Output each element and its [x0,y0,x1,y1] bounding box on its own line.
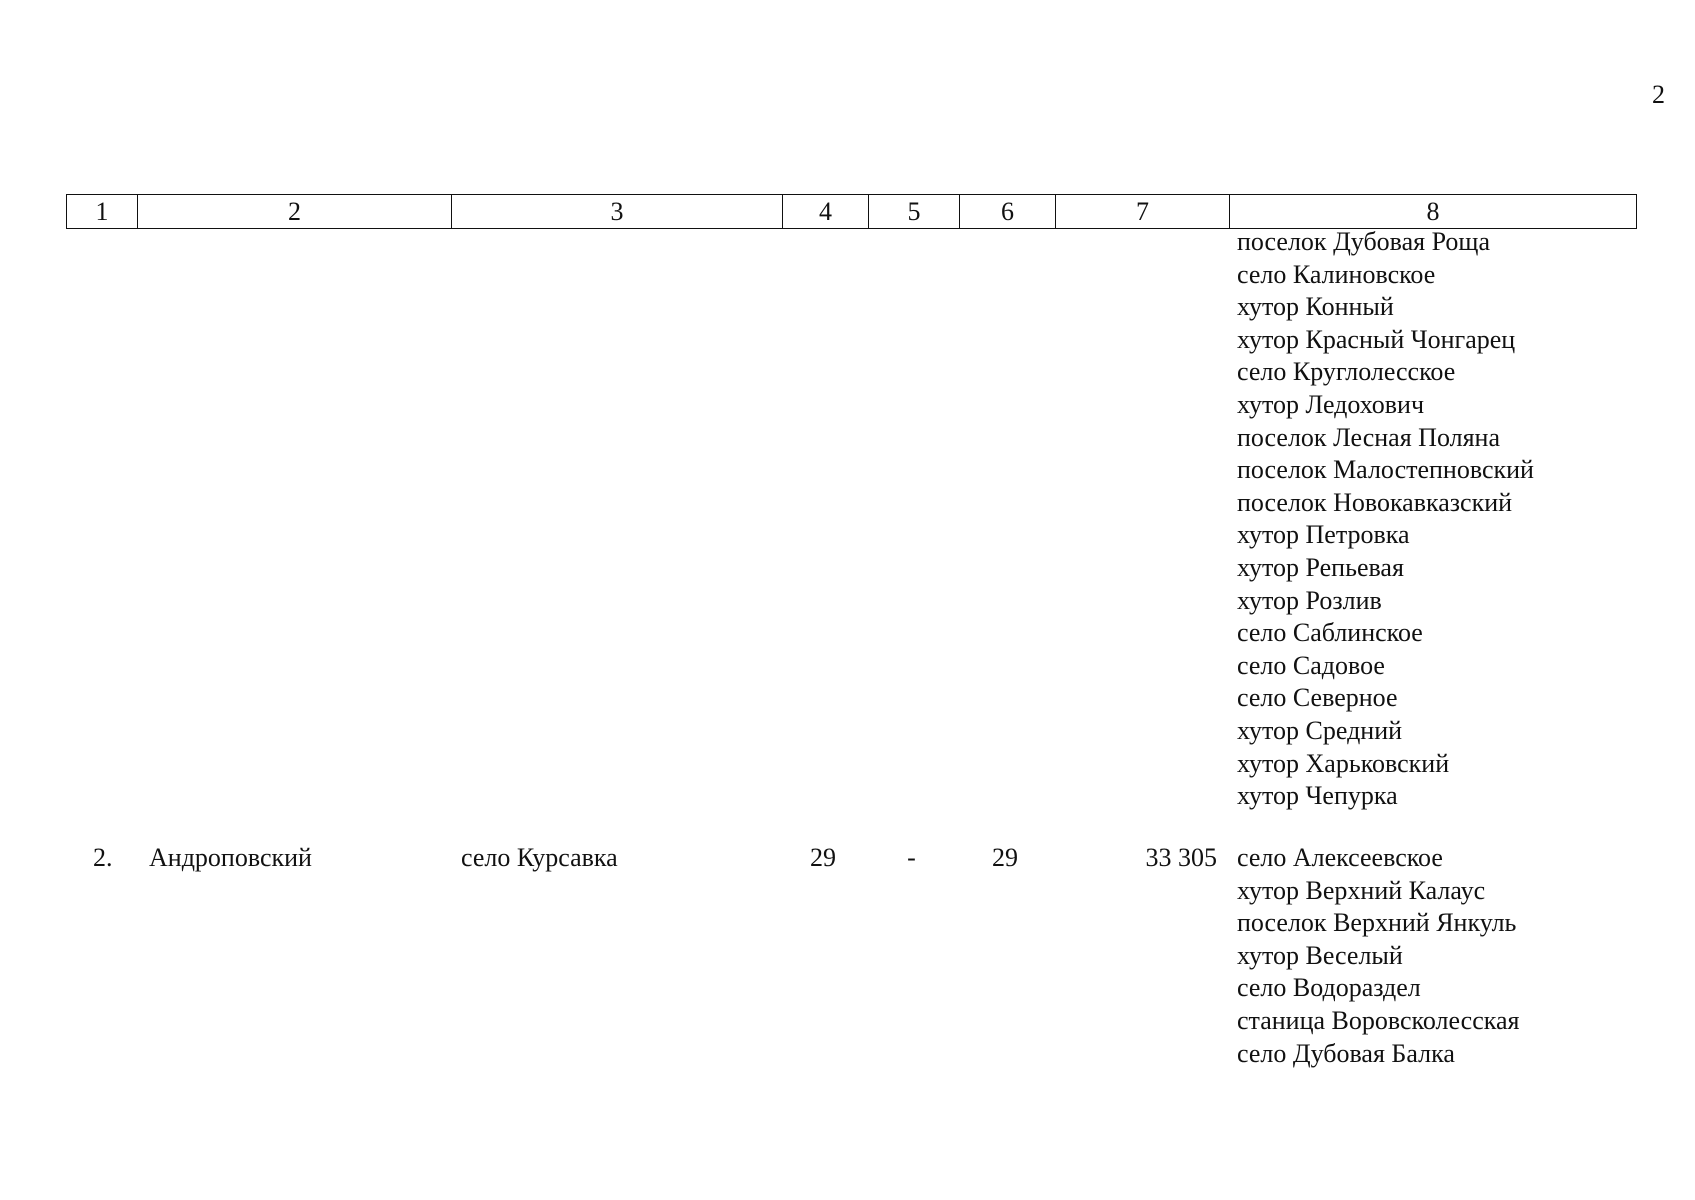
header-row [67,195,1637,229]
header-col-7: 7 [1056,195,1230,229]
population-value: 33 305 [1145,843,1217,872]
list-item: село Северное [1237,683,1398,713]
district-settlements-list [1237,842,1520,1070]
list-item: хутор Конный [1237,292,1394,322]
list-item: хутор Веселый [1237,940,1403,970]
list-item: хутор Красный Чонгарец [1237,324,1516,354]
col-6-value: 29 [992,843,1018,872]
header-col-3: 3 [452,195,783,229]
list-item: село Дубовая Балка [1237,1038,1455,1068]
page-number: 2 [1652,80,1665,109]
column-number-header [66,194,1637,229]
header-col-4: 4 [783,195,869,229]
header-col-6: 6 [960,195,1056,229]
list-item: село Круглолесское [1237,357,1456,387]
list-item: поселок Малостепновский [1237,455,1534,485]
list-item: село Водораздел [1237,973,1421,1003]
list-item: хутор Розлив [1237,585,1382,615]
list-item: поселок Верхний Янкуль [1237,908,1517,938]
list-item: поселок Лесная Поляна [1237,422,1500,452]
header-col-1: 1 [67,195,138,229]
list-item: станица Воровсколесская [1237,1005,1520,1035]
continued-settlements-list [1237,226,1534,813]
administrative-center: село Курсавка [461,843,618,872]
header-col-5: 5 [869,195,960,229]
header-col-2: 2 [138,195,452,229]
list-item: поселок Дубовая Роща [1237,227,1490,256]
list-item: хутор Петровка [1237,520,1410,550]
col-5-value: - [907,843,916,872]
list-item: село Садовое [1237,650,1385,680]
list-item: село Алексеевское [1237,843,1443,872]
list-item: хутор Харьковский [1237,748,1450,778]
list-item: село Саблинское [1237,618,1423,648]
list-item: хутор Чепурка [1237,781,1398,811]
district-name: Андроповский [149,843,312,872]
col-4-value: 29 [810,843,836,872]
list-item: хутор Ледохович [1237,389,1425,419]
list-item: поселок Новокавказский [1237,487,1513,517]
list-item: хутор Репьевая [1237,552,1404,582]
list-item: хутор Верхний Калаус [1237,875,1486,905]
row-number: 2. [93,843,113,872]
list-item: село Калиновское [1237,259,1436,289]
header-col-8: 8 [1230,195,1637,229]
list-item: хутор Средний [1237,715,1403,745]
